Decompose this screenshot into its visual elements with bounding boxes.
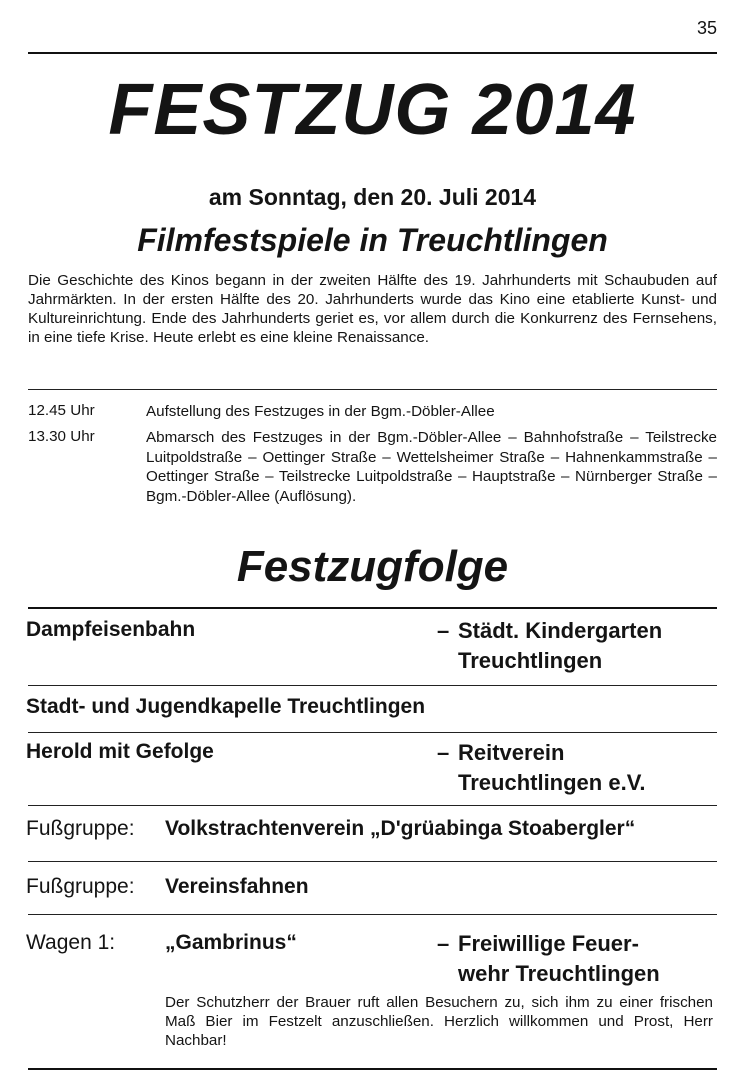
- page-number: 35: [696, 18, 717, 38]
- entry-name: Dampfeisenbahn: [26, 618, 196, 641]
- entry-dash: –: [437, 931, 450, 956]
- divider: [28, 805, 717, 806]
- entry-label: Fußgruppe:: [26, 875, 135, 898]
- entry-sponsor-line2: Treuchtlingen: [458, 648, 603, 673]
- entry-value: Vereinsfahnen: [165, 875, 309, 898]
- timeline-text: Aufstellung des Festzuges in der Bgm.-Döbler-Allee: [146, 403, 495, 420]
- bottom-rule: [28, 1068, 717, 1070]
- entry-sponsor: [437, 929, 660, 989]
- entry-sponsor-line2: wehr Treuchtlingen: [458, 961, 660, 986]
- intro-paragraph: Die Geschichte des Kinos begann in der zweiten Hälfte des 19. Jahrhunderts mit Schaubuden auf Jahrmärkten. In der ersten Hälfte des 20. Jahrhunderts wurde das Kino eine etablierte Kunst- und Kultureinrichtung. Ende des Jahrhunderts geriet es, vor allem durch die Konkurrenz des Fernsehens, in eine tiefe Krise. Heute erlebt es eine kleine Renaissance.: [28, 272, 717, 346]
- divider: [28, 861, 717, 862]
- entry-sponsor-line1: Städt. Kindergarten: [458, 618, 663, 643]
- date-line: am Sonntag, den 20. Juli 2014: [208, 184, 537, 210]
- divider: [28, 732, 717, 733]
- entry-sponsor-line1: Freiwillige Feuer-: [458, 931, 639, 956]
- section-title: Festzugfolge: [236, 542, 509, 591]
- divider: [28, 914, 717, 915]
- timeline-time: 12.45 Uhr: [28, 402, 95, 419]
- subtitle: Filmfestspiele in Treuchtlingen: [137, 222, 608, 258]
- entry-dash: –: [437, 740, 450, 765]
- entry-dash: –: [437, 618, 450, 643]
- page-title: FESTZUG 2014: [108, 70, 637, 150]
- entry-value: Volkstrachtenverein „D'grüabinga Stoabergler“: [165, 817, 636, 840]
- top-rule: [28, 52, 717, 54]
- entry-sponsor: [437, 738, 645, 798]
- timeline-text: Abmarsch des Festzuges in der Bgm.-Döbler-Allee – Bahnhofstraße – Teilstrecke Luitpoldstraße – Oettinger Straße – Wettelsheimer Straße – Hahnenkammstraße – Oettinger Straße – Teilstrecke Luitpoldstraße – Hauptstraße – Nürnberger Straße – Bgm.-Döbler-Allee (Auflösung).: [146, 429, 717, 505]
- section-rule: [28, 607, 717, 609]
- divider: [28, 389, 717, 390]
- entry-name: Herold mit Gefolge: [26, 740, 214, 763]
- entry-sponsor: [437, 616, 662, 676]
- entry-note: Der Schutzherr der Brauer ruft allen Besuchern zu, sich ihm zu einer frischen Maß Bier im Festzelt anzuschließen. Herzlich willkommen und Prost, Herr Nachbar!: [165, 994, 713, 1049]
- entry-name: Stadt- und Jugendkapelle Treuchtlingen: [26, 695, 426, 718]
- entry-label: Wagen 1:: [26, 931, 116, 954]
- divider: [28, 685, 717, 686]
- entry-label: Fußgruppe:: [26, 817, 135, 840]
- timeline-time: 13.30 Uhr: [28, 428, 95, 445]
- entry-sponsor-line1: Reitverein: [458, 740, 565, 765]
- entry-sponsor-line2: Treuchtlingen e.V.: [458, 770, 646, 795]
- entry-value: „Gambrinus“: [165, 931, 297, 954]
